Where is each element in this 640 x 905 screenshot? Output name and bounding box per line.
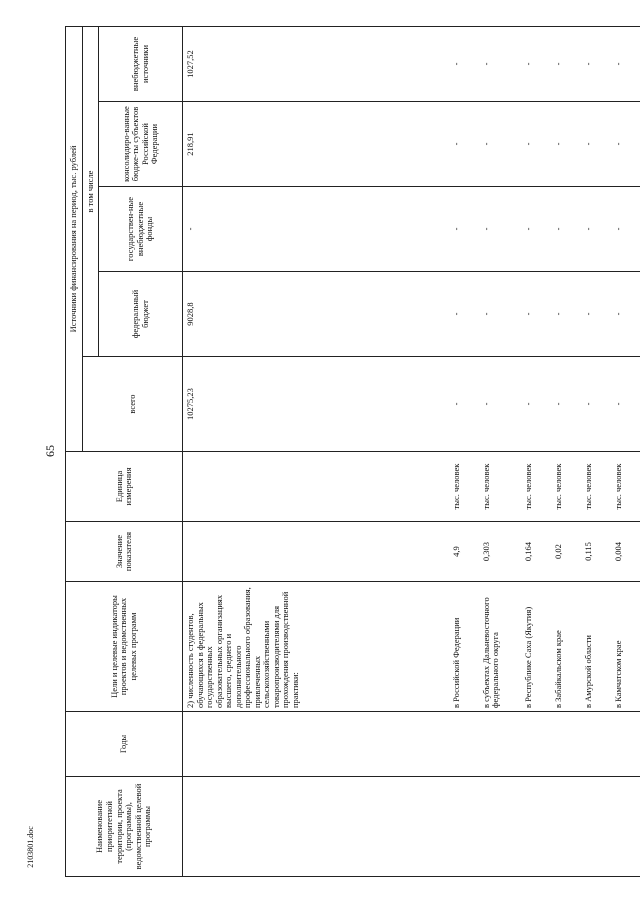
- cell-state-funds: -: [479, 187, 521, 272]
- cell-unit: тыс. человек: [521, 452, 551, 522]
- table-row: [449, 27, 479, 877]
- cell-state-funds: -: [611, 187, 640, 272]
- cell-total: -: [479, 357, 521, 452]
- cell-consolidated: -: [479, 102, 521, 187]
- cell-state-funds: -: [581, 187, 611, 272]
- cell-total: 10275,23: [183, 357, 449, 452]
- cell-goal: в Амурской области: [581, 582, 611, 712]
- cell-goal: в Республике Саха (Якутия): [521, 582, 551, 712]
- cell-state-funds: -: [521, 187, 551, 272]
- cell-years: [183, 712, 449, 777]
- cell-total: -: [551, 357, 581, 452]
- table-row: [479, 27, 521, 877]
- cell-name: [183, 777, 449, 877]
- cell-consolidated: -: [449, 102, 479, 187]
- header-total: всего: [82, 357, 183, 452]
- cell-state-funds: -: [183, 187, 449, 272]
- header-value: Значение показателя: [66, 522, 183, 582]
- header-sources: Источники финансирования на период, тыс. рублей: [66, 27, 83, 452]
- cell-consolidated: -: [521, 102, 551, 187]
- cell-goal: в субъектах Дальневосточного федерального округа: [479, 582, 521, 712]
- cell-value: 4,9: [449, 522, 479, 582]
- cell-state-funds: -: [551, 187, 581, 272]
- cell-value: 0,115: [581, 522, 611, 582]
- cell-years: [449, 712, 479, 777]
- cell-goal: 2) численность студентов, обучающихся в федеральных государственных образовательных организациях высшего, среднего и дополнительного профессионального образования, привлеченных сельскохозяйственными товаропроизводителями для прохождения производственной практики:: [183, 582, 449, 712]
- cell-total: -: [521, 357, 551, 452]
- cell-years: [521, 712, 551, 777]
- cell-unit: [183, 452, 449, 522]
- cell-years: [611, 712, 640, 777]
- header-federal: федеральный бюджет: [99, 272, 183, 357]
- cell-federal: -: [521, 272, 551, 357]
- cell-total: -: [611, 357, 640, 452]
- cell-federal: -: [479, 272, 521, 357]
- cell-extrabudget: -: [551, 27, 581, 102]
- cell-extrabudget: -: [479, 27, 521, 102]
- cell-extrabudget: -: [581, 27, 611, 102]
- cell-extrabudget: -: [521, 27, 551, 102]
- cell-unit: тыс. человек: [611, 452, 640, 522]
- table-row: [551, 27, 581, 877]
- header-unit: Единица измерения: [66, 452, 183, 522]
- cell-name: [551, 777, 581, 877]
- financing-table: [65, 26, 640, 877]
- cell-extrabudget: -: [611, 27, 640, 102]
- cell-years: [551, 712, 581, 777]
- table-row: [183, 27, 449, 877]
- cell-unit: тыс. человек: [449, 452, 479, 522]
- header-including: в том числе: [82, 27, 99, 357]
- header-state-funds: государствен-ные внебюджетные фонды: [99, 187, 183, 272]
- header-goals: Цели и целевые индикаторы проектов и ведомственных целевых программ: [66, 582, 183, 712]
- cell-unit: тыс. человек: [551, 452, 581, 522]
- document-id: 2103801.doc: [26, 826, 35, 868]
- cell-total: -: [449, 357, 479, 452]
- page-number: 65: [43, 445, 57, 457]
- cell-federal: -: [551, 272, 581, 357]
- cell-unit: тыс. человек: [479, 452, 521, 522]
- header-extrabudget: внебюджетные источники: [99, 27, 183, 102]
- cell-name: [521, 777, 551, 877]
- cell-consolidated: -: [581, 102, 611, 187]
- cell-years: [479, 712, 521, 777]
- table-row: [521, 27, 551, 877]
- cell-extrabudget: 1027,52: [183, 27, 449, 102]
- cell-name: [449, 777, 479, 877]
- table-row: [611, 27, 640, 877]
- rotated-table-container: [65, 27, 625, 877]
- cell-federal: -: [611, 272, 640, 357]
- cell-name: [581, 777, 611, 877]
- header-years: Годы: [66, 712, 183, 777]
- cell-unit: тыс. человек: [581, 452, 611, 522]
- cell-consolidated: -: [551, 102, 581, 187]
- cell-federal: 9028,8: [183, 272, 449, 357]
- header-consolidated: консолидиро-ванные бюдже-ты субъектов Российской Федерации: [99, 102, 183, 187]
- cell-value: 0,303: [479, 522, 521, 582]
- cell-name: [611, 777, 640, 877]
- header-name: Наименование приоритетной территории, проекта (программы), ведомственной целевой программы: [66, 777, 183, 877]
- cell-total: -: [581, 357, 611, 452]
- cell-value: 0,02: [551, 522, 581, 582]
- cell-consolidated: 218,91: [183, 102, 449, 187]
- cell-name: [479, 777, 521, 877]
- cell-state-funds: -: [449, 187, 479, 272]
- cell-federal: -: [581, 272, 611, 357]
- cell-goal: в Камчатском крае: [611, 582, 640, 712]
- cell-goal: в Российской Федерации: [449, 582, 479, 712]
- cell-extrabudget: -: [449, 27, 479, 102]
- cell-goal: в Забайкальском крае: [551, 582, 581, 712]
- cell-value: [183, 522, 449, 582]
- cell-years: [581, 712, 611, 777]
- cell-value: 0,164: [521, 522, 551, 582]
- cell-value: 0,004: [611, 522, 640, 582]
- cell-federal: -: [449, 272, 479, 357]
- cell-consolidated: -: [611, 102, 640, 187]
- table-row: [581, 27, 611, 877]
